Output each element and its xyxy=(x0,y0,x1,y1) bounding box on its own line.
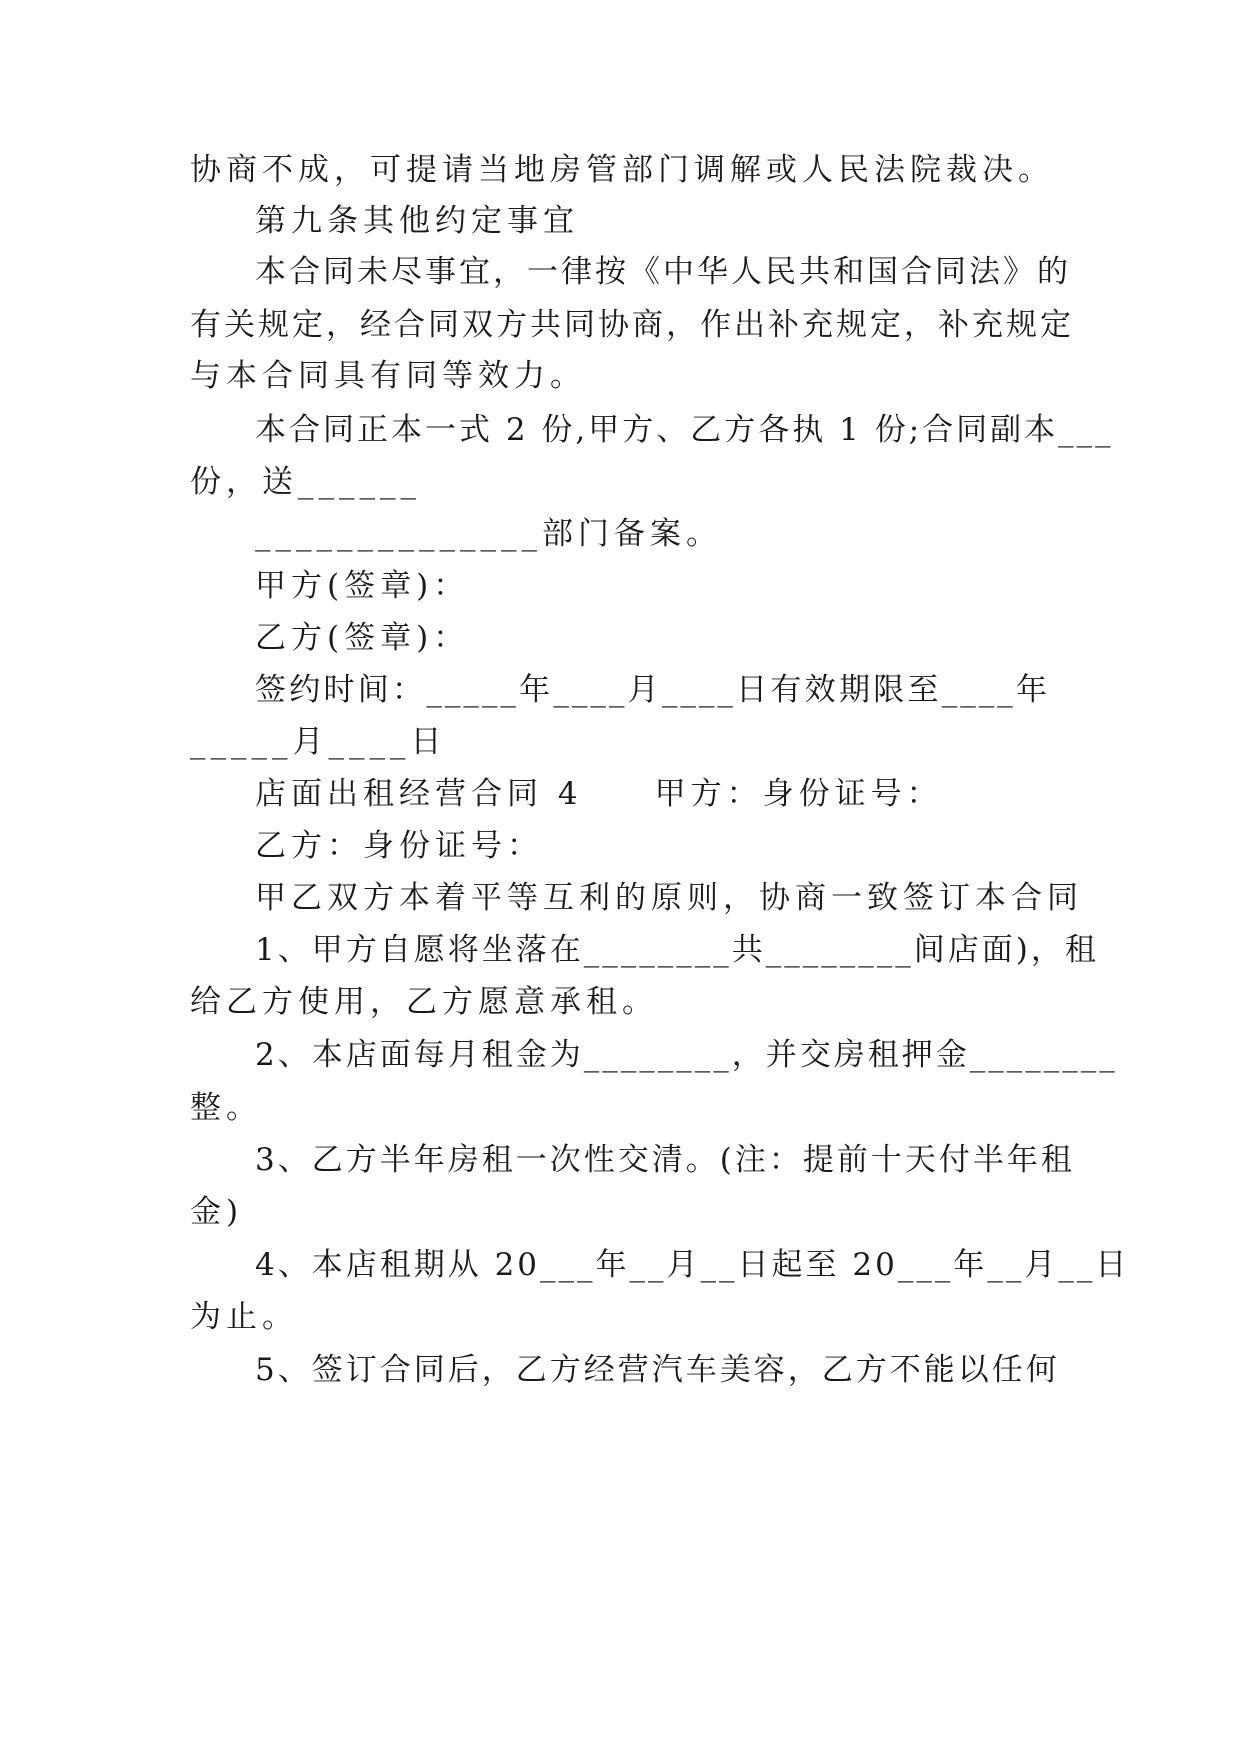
text-line: 份，送______ xyxy=(190,464,421,500)
clause-5: 5、签订合同后，乙方经营汽车美容，乙方不能以任何 xyxy=(255,1352,1060,1388)
text-line: 协商不成，可提请当地房管部门调解或人民法院裁决。 xyxy=(190,152,1054,188)
section-heading: 第九条其他约定事宜 xyxy=(255,203,579,239)
text-line: ______________部门备案。 xyxy=(255,516,722,552)
text-line: 有关规定，经合同双方共同协商，作出补充规定，补充规定 xyxy=(190,307,1074,343)
text-line: _____月____日 xyxy=(190,724,447,760)
text-line: 本合同正本一式 2 份,甲方、乙方各执 1 份;合同副本___ xyxy=(255,412,1114,448)
text-line: 本合同未尽事宜，一律按《中华人民共和国合同法》的 xyxy=(255,254,1071,290)
clause-1: 1、甲方自愿将坐落在________共________间店面)，租 xyxy=(255,932,1099,968)
text-line: 金) xyxy=(190,1194,244,1230)
signing-date-line: 签约时间：_____年____月____日有效期限至____年 xyxy=(255,672,1050,708)
text-line: 甲乙双方本着平等互利的原则，协商一致签订本合同 xyxy=(255,880,1083,916)
contract-title: 店面出租经营合同 4 甲方：身份证号： xyxy=(255,776,943,812)
text-line: 给乙方使用，乙方愿意承租。 xyxy=(190,984,658,1020)
party-b-signature: 乙方(签章)： xyxy=(255,620,470,656)
party-a-signature: 甲方(签章)： xyxy=(255,568,470,604)
clause-3: 3、乙方半年房租一次性交清。(注：提前十天付半年租 xyxy=(255,1142,1075,1178)
clause-2: 2、本店面每月租金为________，并交房租押金________ xyxy=(255,1037,1118,1073)
text-line: 为止。 xyxy=(190,1299,298,1335)
text-line: 整。 xyxy=(190,1090,262,1126)
clause-4: 4、本店租期从 20___年__月__日起至 20___年__月__日 xyxy=(255,1247,1130,1283)
text-line: 与本合同具有同等效力。 xyxy=(190,358,586,394)
text-line: 乙方：身份证号： xyxy=(255,828,543,864)
